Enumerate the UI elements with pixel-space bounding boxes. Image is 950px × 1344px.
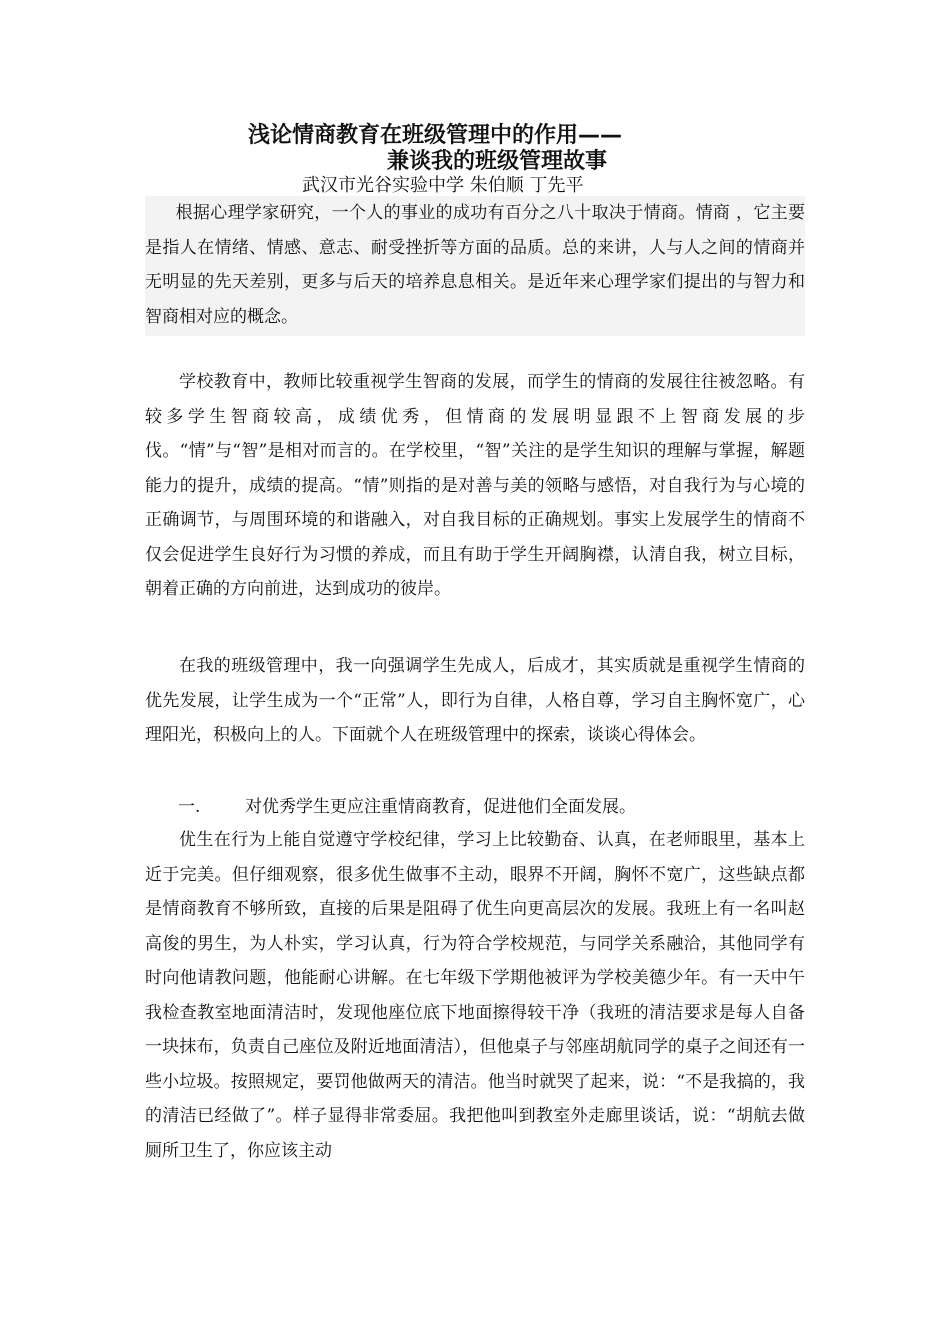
author-byline: 武汉市光谷实验中学 朱伯顺 丁先平 bbox=[302, 175, 584, 196]
paragraph-school-education: 学校教育中，教师比较重视学生智商的发展，而学生的情商的发展往往被忽略。有较多学生智商较高，成绩优秀，但情商的发展明显跟不上智商发展的步伐。“情”与“智”是相对而言的。在学校里，“智”关注的是学生知识的理解与掌握，解题能力的提升，成绩的提高。“情”则指的是对善与美的领略与感悟，对自我行为与心境的正确调节，与周围环境的和谐融入，对自我目标的正确规划。事实上发展学生的情商不仅会促进学生良好行为习惯的养成，而且有助于学生开阔胸襟，认清自我，树立目标，朝着正确的方向前进，达到成功的彼岸。 bbox=[145, 372, 805, 599]
title-line-1: 浅论情商教育在班级管理中的作用—— bbox=[248, 123, 623, 148]
paragraph-class-management: 在我的班级管理中，我一向强调学生先成人，后成才，其实质就是重视学生情商的优先发展，让学生成为一个“正常”人，即行为自律，人格自尊，学习自主胸怀宽广，心理阳光，积极向上的人。下面就个人在班级管理中的探索，谈谈心得体会。 bbox=[145, 656, 805, 745]
section-number: 一. bbox=[178, 797, 201, 817]
intro-highlight-block bbox=[145, 196, 805, 336]
section-heading-1 bbox=[178, 790, 636, 824]
paragraph-top-students: 优生在行为上能自觉遵守学校纪律，学习上比较勤奋、认真，在老师眼里，基本上近于完美。但仔细观察，很多优生做事不主动，眼界不开阔，胸怀不宽广，这些缺点都是情商教育不够所致，直接的后果是阻碍了优生向更高层次的发展。我班上有一名叫赵高俊的男生，为人朴实，学习认真，行为符合学校规范，与同学关系融洽，其他同学有时向他请教问题，他能耐心讲解。在七年级下学期他被评为学校美德少年。有一天中午我检查教室地面清洁时，发现他座位底下地面擦得较干净（我班的清洁要求是每人自备一块抹布，负责自己座位及附近地面清洁），但他桌子与邻座胡航同学的桌子之间还有一些小垃圾。按照规定，要罚他做两天的清洁。他当时就哭了起来，说：“不是我搞的，我的清洁已经做了”。样子显得非常委屈。我把他叫到教室外走廊里谈话，说：“胡航去做厕所卫生了，你应该主动 bbox=[145, 830, 805, 1161]
title-line-2: 兼谈我的班级管理故事 bbox=[387, 149, 608, 174]
paragraph-intro: 根据心理学家研究，一个人的事业的成功有百分之八十取决于情商。情商 ，它主要是指人在情绪、情感、意志、耐受挫折等方面的品质。总的来讲，人与人之间的情商并无明显的先天差别，更多与后天的培养息息相关。是近年来心理学家们提出的与智力和智商相对应的概念。 bbox=[145, 203, 805, 327]
section-heading-text: 对优秀学生更应注重情商教育，促进他们全面发展。 bbox=[245, 797, 636, 817]
